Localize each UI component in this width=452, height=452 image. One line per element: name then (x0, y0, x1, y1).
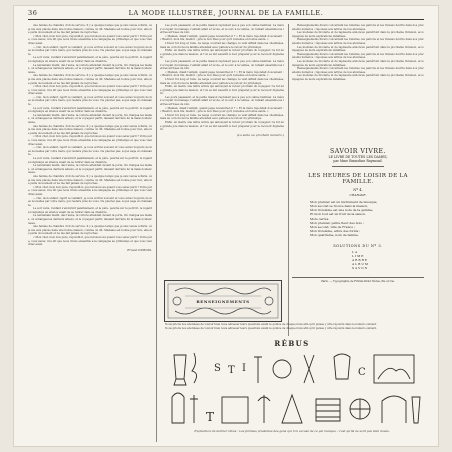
paragraph: Les jours passaient, et la petite maison reprenait peu à peu son calme habituel. La mère s'occupait du ménage, l'enfant allait à l'école, et le soir, à la veillée, on relisait ensemble les lettres arrivées de loin. (160, 59, 284, 71)
rebus-letter-s: S (214, 363, 221, 374)
paragraph: « Mon cher, mon bon père, répondit-il, que ferons-nous quand vous serez parti ? Votre père, vous savez, m'a dit que nous irions ensemble à la campagne au printemps et que vous viendriez aussi. (28, 85, 152, 96)
landscape-icon (378, 368, 410, 379)
paragraph: une femme de chambre civil de service. Il y a quelque temps que je suis venue à Paris, où je me suis placée dans une bonne maison, comme on dit. Madame est bonne pour moi, elle me parle doucement et ne me fait jamais de reproches. (28, 225, 152, 236)
paragraph: une femme de chambre civil de service. Il y a quelque temps que je suis venue à Paris, où je me suis placée dans une bonne maison, comme on dit. Madame est bonne pour moi, elle me parle doucement et ne me fait jamais de reproches. (28, 124, 152, 135)
paragraph: Renseignements divers concernant les toilettes, les patrons et les travaux décrits dans nos précédents numéros ; réponses aux lettres de nos abonnées. (292, 52, 424, 60)
savoir-vivre-heading: SAVOIR VIVRE. (330, 148, 386, 155)
rebus-letter-t2: T (206, 410, 215, 424)
page-number: 36 (28, 9, 38, 17)
verse-line: Mon troisième est une note de la gamme, (310, 208, 374, 213)
paragraph: Le soir venu, l'enfant s'endormit paisiblement, et le père, penché sur le petit lit, le regarda longtemps en silence avant de se retirer dans sa chambre. (28, 106, 152, 114)
solution-word: LA (352, 249, 359, 254)
paragraph: Les modèles de broderie et de tapisserie annoncés paraîtront dans la prochaine livraison, accompagnés de leurs explications détaillées. (292, 45, 424, 53)
key-icon (254, 357, 262, 383)
paragraph: Le lendemain matin, dès l'aube, la voiture attendait devant la porte. On chargea les malles, on échangea les derniers adieux, et le voyageur partit, laissant derrière lui la maison silencieuse. (28, 63, 152, 74)
paragraph: — Oui, mon enfant, reprit le vieillard, je vous écrirai souvent et vous aurez toujours de mes nouvelles par votre mère, qui restera près de vous. Ne pleurez pas, soyez sage et obéissante. (28, 196, 152, 207)
puzzle-verses (292, 200, 424, 238)
printer-imprint: Paris. — Typographie de Firmin-Didot frères, fils et Cie. (292, 277, 424, 283)
verse-line: Mon premier, petite fleur des bois ; (310, 220, 364, 225)
verse-line: Et mon tout est un fruit de la saison. (310, 212, 366, 217)
paragraph: Enfin, un matin, une lettre arriva qui annonçait le retour prochain du voyageur. Ce fut une grande joie dans la maison, et l'on se mit aussitôt à tout préparer pour le recevoir dignement. (160, 85, 284, 96)
continued-note: (La suite au prochain numéro.) (236, 132, 284, 137)
tent-icon (282, 395, 302, 423)
goblet-base (174, 379, 186, 385)
paragraph: Renseignements divers concernant les toilettes, les patrons et les travaux décrits dans nos précédents numéros ; réponses aux lettres de nos abonnées. (292, 67, 424, 74)
banner-title: RENSEIGNEMENTS (196, 299, 250, 304)
column-2-text (160, 24, 284, 137)
renseignements-text (160, 323, 424, 337)
loisirs-heading: LES HEURES DE LOISIR DE LA FAMILLE. (308, 173, 408, 186)
paragraph: L'hiver fut long et rude. La neige couvrait les champs, le vent sifflait dans les cheminées, mais au coin du feu la famille attendait avec patience le retour du printemps. (160, 113, 284, 121)
column-2 (160, 24, 284, 262)
paragraph: Renseignements divers concernant les toilettes, les patrons et les travaux décrits dans nos précédents numéros ; réponses aux lettres de nos abonnées. (292, 38, 424, 45)
renseignements-banner (164, 280, 282, 322)
paragraph: « Mon cher, mon bon père, répondit-il, que ferons-nous quand vous serez parti ? Votre père, vous savez, m'a dit que nous irions ensemble à la campagne au printemps et que vous viendriez aussi. (28, 34, 152, 45)
paragraph: « Mon cher, mon bon père, répondit-il, que ferons-nous quand vous serez parti ? Votre père, vous savez, m'a dit que nous irions ensemble à la campagne au printemps et que vous viendriez aussi. (28, 236, 152, 247)
journal-title: LA MODE ILLUSTRÉE, JOURNAL DE LA FAMILLE. (128, 9, 324, 17)
column-rule-2 (288, 24, 289, 336)
divider (332, 166, 385, 167)
rebus-illustration (164, 349, 426, 429)
verse-line: Mon quatrième, nom de femme. (310, 233, 359, 238)
column-1-text (28, 24, 152, 252)
column-rule-1 (156, 24, 157, 442)
solution-word: LIME (352, 253, 365, 258)
rebus-letter-i: I (242, 363, 246, 374)
solutions-heading: SOLUTIONS DU Nº 3. (333, 243, 383, 248)
candle-icon (190, 395, 198, 423)
paragraph: Le lendemain matin, dès l'aube, la voiture attendait devant la porte. On chargea les malles, on échangea les derniers adieux, et le voyageur partit, laissant derrière lui la maison silencieuse. (28, 113, 152, 125)
rebus-letter-t: T (228, 365, 235, 376)
paragraph: une femme de chambre civil de service. Il y a quelque temps que je suis venue à Paris, où je me suis placée dans une bonne maison, comme on dit. Madame est bonne pour moi, elle me parle doucement et ne me fait jamais de reproches. (28, 74, 152, 85)
solution-word: ALBUM (352, 262, 369, 267)
paragraph: Renseignements divers concernant les toilettes, les patrons et les travaux décrits dans nos précédents numéros ; réponses aux lettres de nos abonnées. (292, 24, 424, 31)
paragraph: « Mon cher, mon bon père, répondit-il, que ferons-nous quand vous serez parti ? Votre père, vous savez, m'a dit que nous irions ensemble à la campagne au printemps et que vous viendriez aussi. (28, 135, 152, 146)
paragraph: Le lendemain matin, dès l'aube, la voiture attendait devant la porte. On chargea les malles, on échangea les derniers adieux, et le voyageur partit, laissant derrière lui la maison silencieuse. (28, 164, 152, 175)
rebus-caption: Explication du dernier rébus : Les femmes prudentes des gens qui l'on excusé de ce qui manque ; c'est qu'ils ne sont pas bien doués. (194, 429, 390, 433)
arch-icon (382, 396, 406, 423)
savoir-vivre-subtitle: LE LIVRE DE TOUTES LES DAMES, (328, 155, 388, 159)
solutions-list (292, 250, 424, 271)
article-signature: Ernest DUBOIS. (127, 247, 152, 252)
paragraph: — Oui, mon enfant, reprit le vieillard, je vous écrirai souvent et vous aurez toujours de mes nouvelles par votre mère, qui restera près de vous. Ne pleurez pas, soyez sage et obéissante. (28, 146, 152, 157)
paragraph: « Maman, disait l'enfant, quand papa reviendra-t-il ? » Et la mère répondait doucement : « Bientôt, mon fils, bientôt ; prie le bon Dieu pour qu'il revienne en bonne santé. » (160, 70, 284, 78)
column-3 (292, 24, 424, 354)
paragraph: — Oui, mon enfant, reprit le vieillard, je vous écrirai souvent et vous aurez toujours de mes nouvelles par votre mère, qui restera près de vous. Ne pleurez pas, soyez sage et obéissante. (28, 95, 152, 107)
paragraph: Le lendemain matin, dès l'aube, la voiture attendait devant la porte. On chargea les malles, on échangea les derniers adieux, et le voyageur partit, laissant derrière lui la maison silencieuse. (28, 214, 152, 225)
paragraph: Le soir venu, l'enfant s'endormit paisiblement, et le père, penché sur le petit lit, le regarda longtemps en silence avant de se retirer dans sa chambre. (28, 207, 152, 214)
paragraph: une femme de chambre civil de service. Il y a quelque temps que je suis venue à Paris, où je me suis placée dans une bonne maison, comme on dit. Madame est bonne pour moi, elle me parle doucement et ne me fait jamais de reproches. (28, 174, 152, 186)
solution-word: ARBRE (352, 258, 369, 263)
box-icon (222, 397, 248, 423)
flower-icon (258, 395, 270, 423)
verse-line: Mon premier est un instrument de musique, (310, 199, 378, 204)
paragraph: « Maman, disait l'enfant, quand papa reviendra-t-il ? » Et la mère répondait doucement : « Bientôt, mon fils, bientôt ; prie le bon Dieu pour qu'il revienne en bonne santé. » (160, 34, 284, 42)
column-3-text (292, 24, 424, 144)
column-1 (28, 24, 152, 442)
book-icon (316, 399, 340, 421)
bottle-icon (412, 397, 420, 423)
rebus-letter-c: C (358, 367, 366, 378)
verse-line: Mots carrés. (310, 216, 330, 221)
paragraph: « Maman, disait l'enfant, quand papa reviendra-t-il ? » Et la mère répondait doucement : « Bientôt, mon fils, bientôt ; prie le bon Dieu pour qu'il revienne en bonne santé. » (160, 106, 284, 114)
paragraph: Les jours passaient, et la petite maison reprenait peu à peu son calme habituel. La mère s'occupait du ménage, l'enfant allait à l'école, et le soir, à la veillée, on relisait ensemble les lettres arrivées de loin. (160, 95, 284, 107)
running-header (28, 9, 424, 20)
violin-icon (172, 393, 184, 423)
loisirs-number: Nº 4. (353, 187, 363, 192)
paragraph: Les modèles de broderie et de tapisserie annoncés paraîtront dans la prochaine livraison, accompagnés de leurs explications détaillées. (292, 59, 424, 67)
verse-line: Mon troisième, arbre des forêts ; (310, 229, 361, 234)
verse-line: Mon second, ville de France ; (310, 225, 355, 230)
paragraph: Enfin, un matin, une lettre arriva qui annonçait le retour prochain du voyageur. Ce fut une grande joie dans la maison, et l'on se mit aussitôt à tout préparer pour le recevoir dignement. (160, 49, 284, 60)
plate-icon (273, 360, 291, 378)
paragraph: Les modèles de broderie et de tapisserie annoncés paraîtront dans la prochaine livraison, accompagnés de leurs explications détaillées. (292, 74, 424, 81)
paragraph: Le soir venu, l'enfant s'endormit paisiblement, et le père, penché sur le petit lit, le regarda longtemps en silence avant de se retirer dans sa chambre. (28, 156, 152, 164)
paragraph: une femme de chambre civil de service. Il y a quelque temps que je suis venue à Paris, où je me suis placée dans une bonne maison, comme on dit. Madame est bonne pour moi, elle me parle doucement et ne me fait jamais de reproches. (28, 24, 152, 35)
bell-icon (334, 354, 350, 379)
paragraph: L'hiver fut long et rude. La neige couvrait les champs, le vent sifflait dans les cheminées, mais au coin du feu la famille attendait avec patience le retour du printemps. (160, 41, 284, 49)
paragraph: « Mon cher, mon bon père, répondit-il, que ferons-nous quand vous serez parti ? Votre père, vous savez, m'a dit que nous irions ensemble à la campagne au printemps et que vous viendriez aussi. (28, 185, 152, 196)
paragraph: Enfin, un matin, une lettre arriva qui annonçait le retour prochain du voyageur. Ce fut une grande joie dans la maison, et l'on se mit aussitôt à tout préparer pour le recevoir dignement. (160, 121, 284, 132)
paragraph: — Oui, mon enfant, reprit le vieillard, je vous écrirai souvent et vous aurez toujours de mes nouvelles par votre mère, qui restera près de vous. Ne pleurez pas, soyez sage et obéissante. (28, 45, 152, 56)
rebus-title: RÉBUS (274, 339, 310, 348)
savoir-vivre-author: par Mme Emmeline Raymond. (333, 159, 383, 163)
verse-line: Mon second se trouve dans la maison, (310, 204, 369, 209)
feather-icon (192, 353, 197, 383)
paragraph: Le soir venu, l'enfant s'endormit paisiblement, et le père, penché sur le petit lit, le regarda longtemps en silence avant de se retirer dans sa chambre. (28, 56, 152, 63)
paragraph: Nous prions nos abonnées de vouloir bien nous adresser leurs questions avant le quinze de chaque mois afin qu'il puisse y être répondu dans le numéro suivant. (165, 323, 377, 326)
goblet-icon (174, 355, 186, 379)
solution-word: SAVON (352, 266, 369, 271)
paragraph: Les modèles de broderie et de tapisserie annoncés paraîtront dans la prochaine livraison, accompagnés de leurs explications détaillées. (292, 31, 424, 38)
paragraph: Nous prions nos abonnées de vouloir bien nous adresser leurs questions avant le quinze de chaque mois afin qu'il puisse y être répondu dans le numéro suivant. (165, 326, 377, 330)
paragraph: Les jours passaient, et la petite maison reprenait peu à peu son calme habituel. La mère s'occupait du ménage, l'enfant allait à l'école, et le soir, à la veillée, on relisait ensemble les lettres arrivées de loin. (160, 24, 284, 35)
charade-label: CHARADE. (349, 192, 367, 197)
cross-icon (304, 355, 314, 383)
journal-page (14, 6, 438, 446)
paragraph: L'hiver fut long et rude. La neige couvrait les champs, le vent sifflait dans les cheminées, mais au coin du feu la famille attendait avec patience le retour du printemps. (160, 77, 284, 85)
